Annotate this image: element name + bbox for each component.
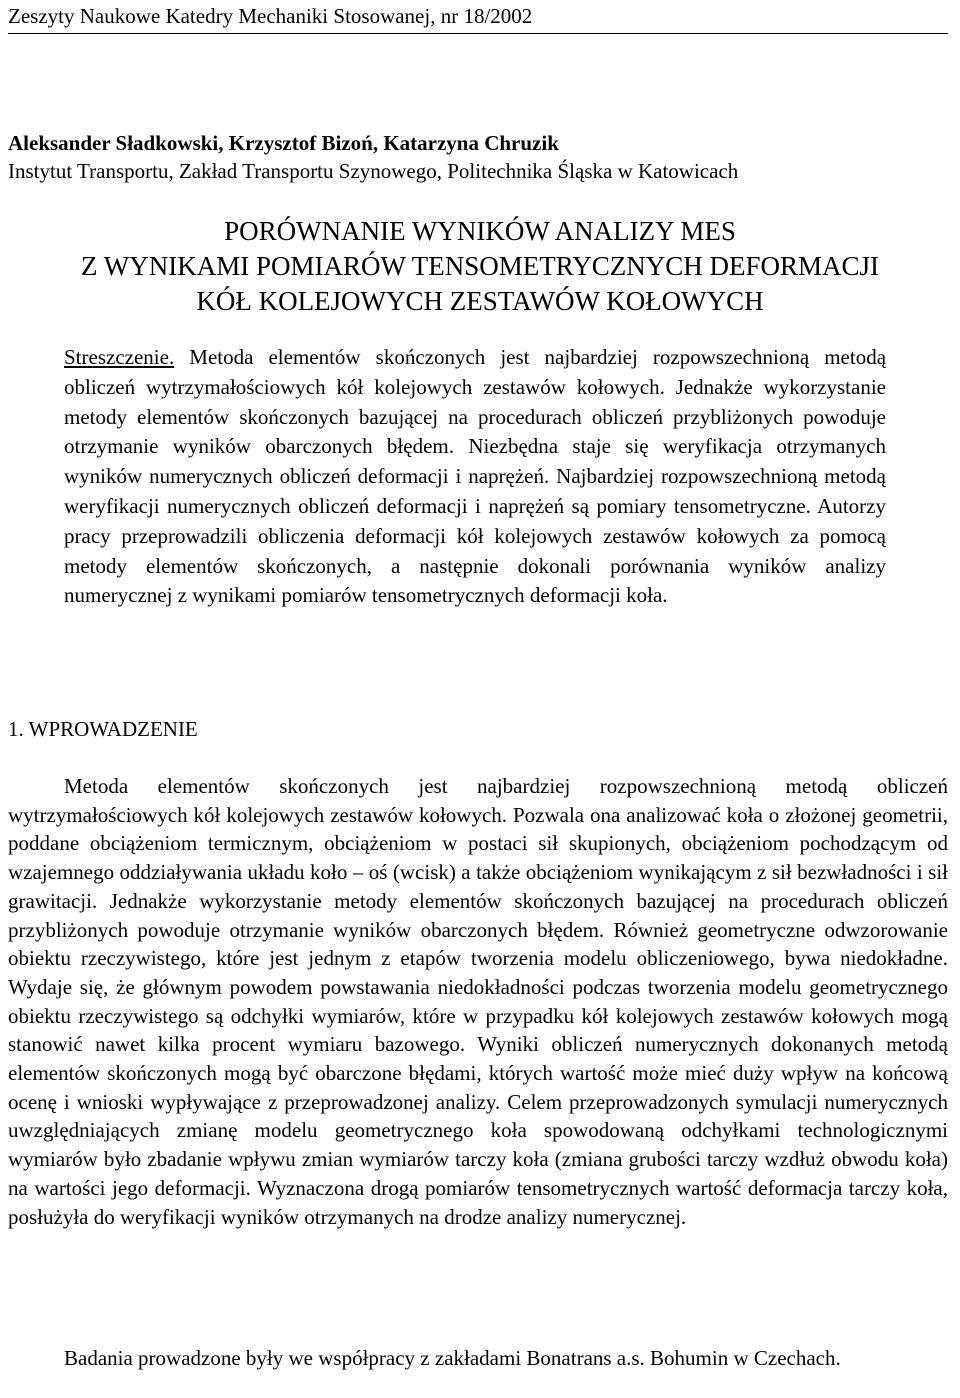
section-heading: 1. WPROWADZENIE [8, 717, 198, 741]
body-paragraph: Badania prowadzone były we współpracy z zakładami Bonatrans a.s. Bohumin w Czechach. [64, 1346, 841, 1370]
author-affiliation: Instytut Transportu, Zakład Transportu Szynowego, Politechnika Śląska w Katowicach [8, 159, 739, 183]
body-paragraph: Metoda elementów skończonych jest najbardziej rozpowszechnioną metodą obliczeń wytrzymałościowych kół kolejowych zestawów kołowych. Pozwala ona analizować koła o złożonej geometrii, poddane obciążeniom termicznym, obciążeniom w postaci sił skupionych, obciążeniom pochodzącym od wzajemnego oddziaływania układu koło – oś (wcisk) a także obciążeniom wynikającym z sił bezwładności i sił grawitacji. Jednakże wykorzystanie metody elementów skończonych bazującej na procedurach obliczeń przybliżonych powoduje otrzymanie wyników obarczonych błędem. Również geometryczne odwzorowanie obiektu rzeczywistego, które jest jednym z etapów tworzenia modelu obliczeniowego, bywa niedokładne. Wydaje się, że głównym powodem powstawania niedokładności podczas tworzenia modelu geometrycznego obiektu rzeczywistego są odchyłki wymiarów, które w przypadku kół kolejowych zestawów kołowych mogą stanowić nawet kilka procent wymiaru bazowego. Wyniki obliczeń numerycznych dokonanych metodą elementów skończonych mogą być obarczone błędami, których wartość może mieć duży wpływ na końcową ocenę i wnioski wypływające z przeprowadzonej analizy. Celem przeprowadzonych symulacji numerycznych uwzględniających zmianę modelu geometrycznego koła spowodowaną odchyłkami technologicznymi wymiarów było zbadanie wpływu zmian wymiarów tarczy koła (zmiana grubości tarczy wzdłuż obwodu koła) na wartości jego deformacji. Wyznaczona drogą pomiarów tensometrycznych wartość deformacja tarczy koła, posłużyła do weryfikacji wyników otrzymanych na drodze analizy numerycznej. [8, 774, 948, 1229]
paper-title-line: KÓŁ KOLEJOWYCH ZESTAWÓW KOŁOWYCH [196, 286, 764, 316]
abstract-text: Metoda elementów skończonych jest najbardziej rozpowszechnioną metodą obliczeń wytrzymałościowych kół kolejowych zestawów kołowych. Jednakże wykorzystanie metody elementów skończonych bazującej na procedurach obliczeń przybliżonych powoduje otrzymanie wyników obarczonych błędem. Niezbędna staje się weryfikacja otrzymanych wyników numerycznych obliczeń deformacji i naprężeń. Najbardziej rozpowszechnioną metodą weryfikacji numerycznych obliczeń deformacji i naprężeń są pomiary tensometryczne. Autorzy pracy przeprowadzili obliczenia deformacji kół kolejowych zestawów kołowych za pomocą metody elementów skończonych, a następnie dokonali porównania wyników analizy numerycznej z wynikami pomiarów tensometrycznych deformacji koła. [64, 345, 887, 608]
paper-title-line: Z WYNIKAMI POMIARÓW TENSOMETRYCZNYCH DEFORMACJI [80, 251, 880, 281]
author-list: Aleksander Sładkowski, Krzysztof Bizoń, Katarzyna Chruzik [8, 131, 559, 155]
paper-title-line: PORÓWNANIE WYNIKÓW ANALIZY MES [224, 216, 736, 246]
abstract [64, 343, 886, 611]
journal-header: Zeszyty Naukowe Katedry Mechaniki Stosowanej, nr 18/2002 [8, 2, 948, 34]
paper-title [0, 214, 960, 319]
abstract-label: Streszczenie. [64, 345, 175, 369]
